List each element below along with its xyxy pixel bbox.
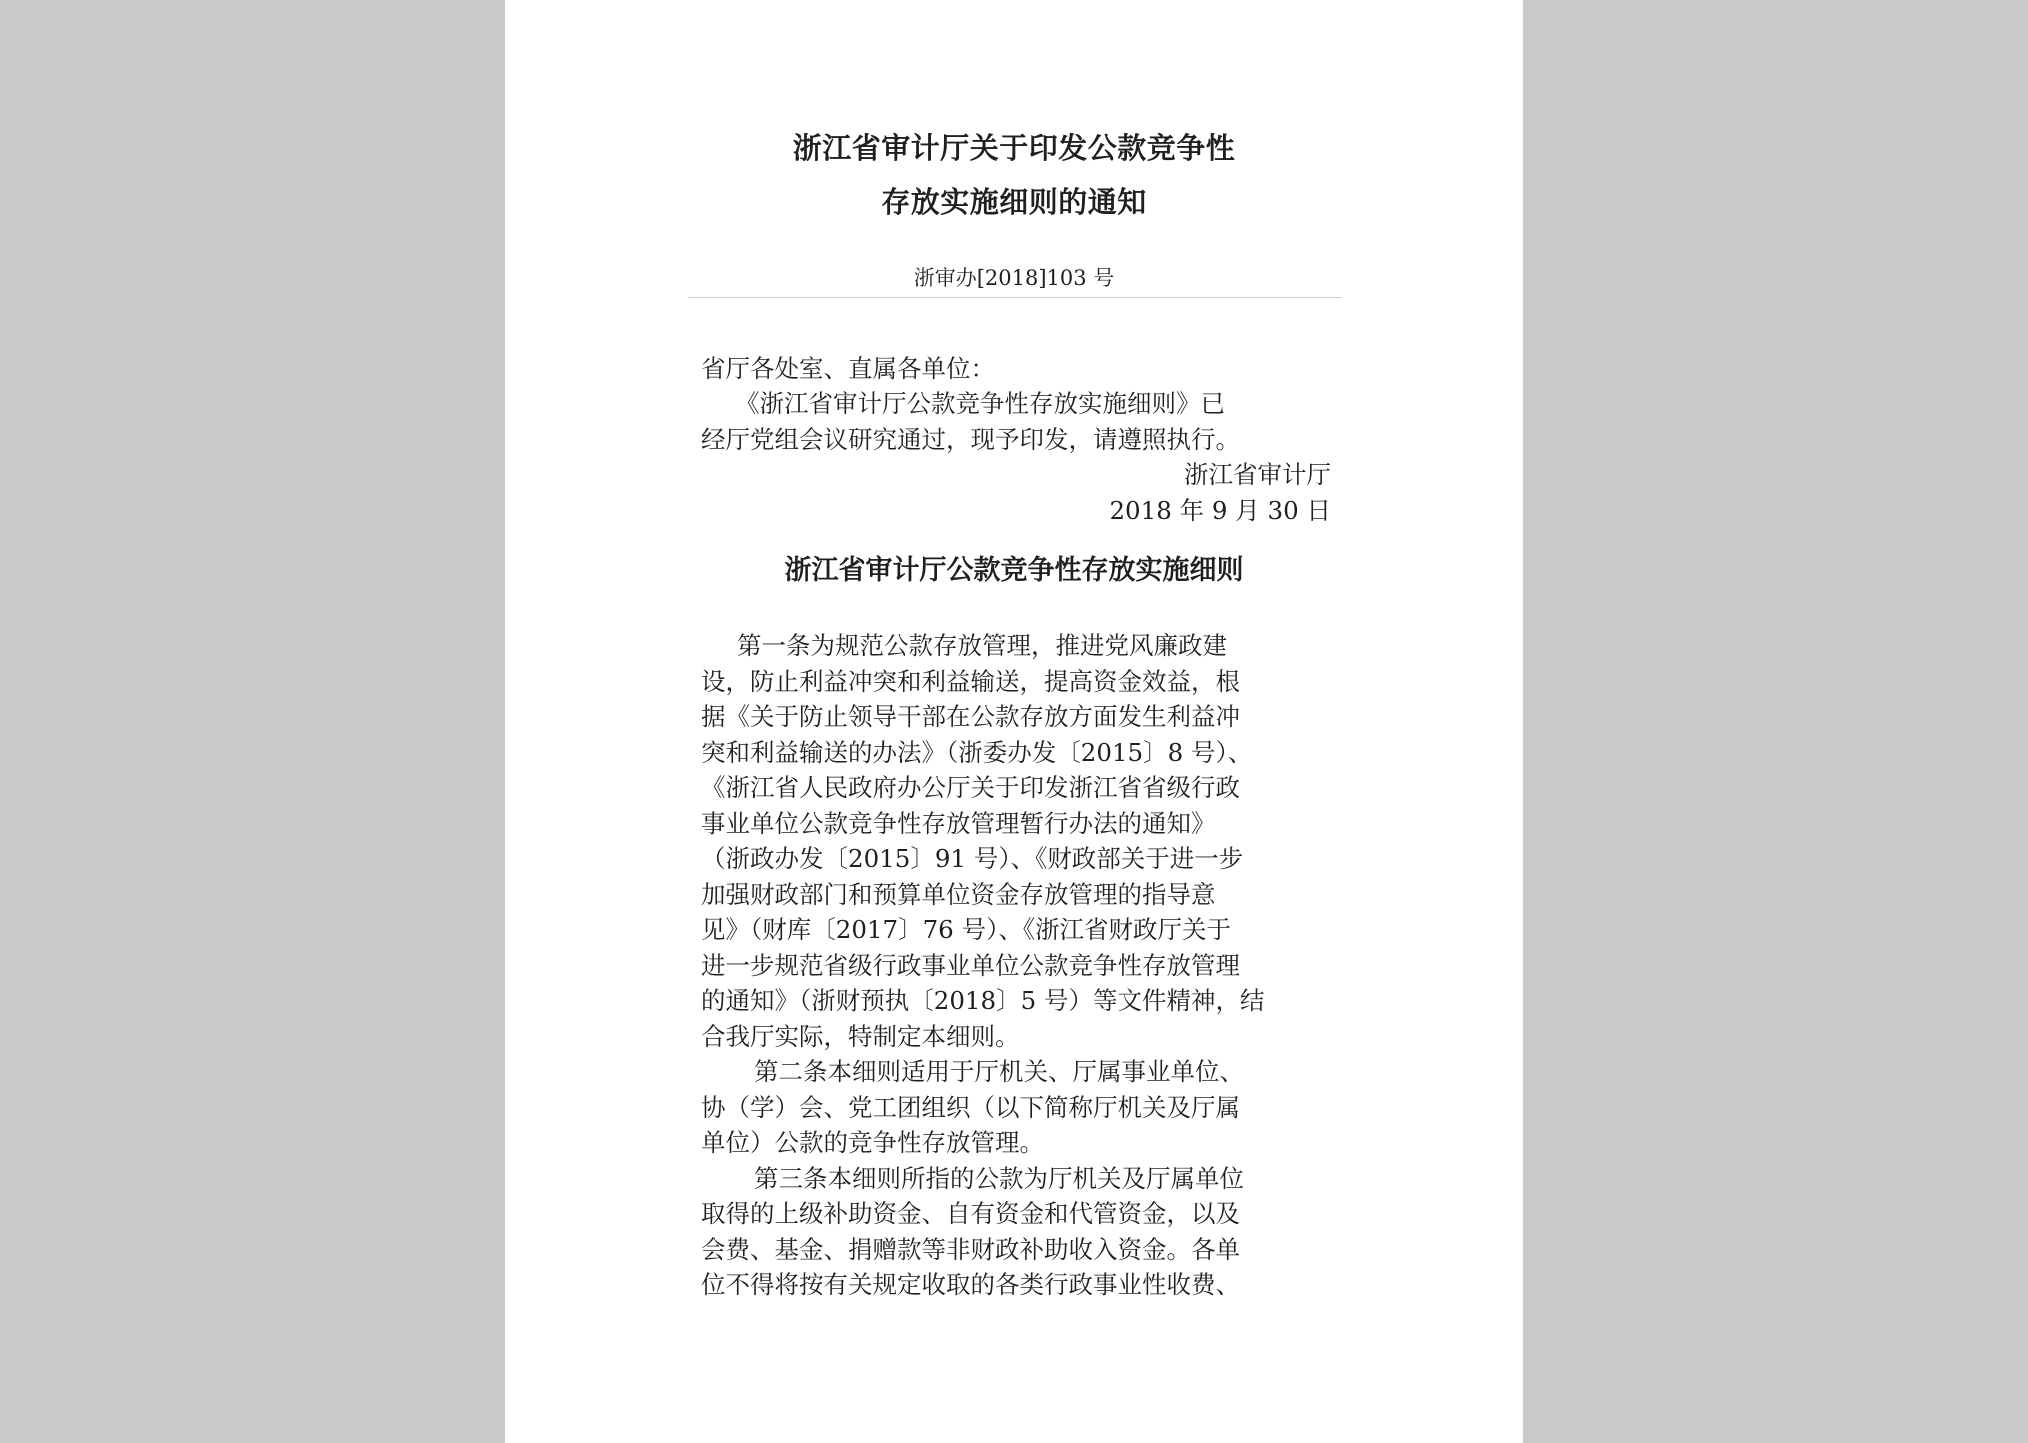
header-divider bbox=[688, 297, 1342, 298]
rules-line: 《浙江省人民政府办公厅关于印发浙江省省级行政 bbox=[701, 773, 1240, 802]
rules-line: 第一条为规范公款存放管理，推进党风廉政建 bbox=[737, 631, 1227, 660]
document-number: 浙审办[2018]103 号 bbox=[913, 266, 1115, 290]
rules-title: 浙江省审计厅公款竞争性存放实施细则 bbox=[784, 555, 1244, 586]
rules-line: 突和利益输送的办法》（浙委办发〔2015〕8 号）、 bbox=[701, 738, 1253, 767]
rules-line: 合我厅实际，特制定本细则。 bbox=[701, 1022, 1020, 1051]
notice-title-line-1: 浙江省审计厅关于印发公款竞争性 bbox=[792, 131, 1236, 165]
document-page bbox=[505, 0, 1523, 1443]
notice-title-line-2: 存放实施细则的通知 bbox=[881, 185, 1147, 219]
rules-line: 事业单位公款竞争性存放管理暂行办法的通知》 bbox=[701, 809, 1216, 838]
rules-line: 进一步规范省级行政事业单位公款竞争性存放管理 bbox=[701, 951, 1240, 980]
rules-line: 的通知》（浙财预执〔2018〕5 号）等文件精神，结 bbox=[701, 986, 1265, 1015]
notice-body-line: 经厅党组会议研究通过，现予印发，请遵照执行。 bbox=[701, 425, 1240, 454]
rules-line: 第三条本细则所指的公款为厅机关及厅属单位 bbox=[754, 1164, 1244, 1193]
rules-line: 单位）公款的竞争性存放管理。 bbox=[701, 1128, 1044, 1157]
rules-line: 取得的上级补助资金、自有资金和代管资金，以及 bbox=[701, 1199, 1240, 1228]
rules-line: 第二条本细则适用于厅机关、厅属事业单位、 bbox=[754, 1057, 1244, 1086]
issue-date: 2018 年 9 月 30 日 bbox=[1109, 496, 1331, 525]
rules-line: 据《关于防止领导干部在公款存放方面发生利益冲 bbox=[701, 702, 1240, 731]
rules-line: 设，防止利益冲突和利益输送，提高资金效益，根 bbox=[701, 667, 1240, 696]
issuer-signature: 浙江省审计厅 bbox=[1184, 460, 1331, 489]
rules-line: 加强财政部门和预算单位资金存放管理的指导意 bbox=[701, 880, 1216, 909]
rules-line: 会费、基金、捐赠款等非财政补助收入资金。各单 bbox=[701, 1235, 1240, 1264]
rules-line: （浙政办发〔2015〕91 号）、《财政部关于进一步 bbox=[701, 844, 1244, 873]
notice-body-line: 《浙江省审计厅公款竞争性存放实施细则》已 bbox=[735, 389, 1225, 418]
rules-line: 协（学）会、党工团组织（以下简称厅机关及厅属 bbox=[701, 1093, 1240, 1122]
rules-line: 位不得将按有关规定收取的各类行政事业性收费、 bbox=[701, 1270, 1240, 1299]
rules-line: 见》（财库〔2017〕76 号）、《浙江省财政厅关于 bbox=[701, 915, 1232, 944]
addressee: 省厅各处室、直属各单位： bbox=[701, 354, 995, 383]
